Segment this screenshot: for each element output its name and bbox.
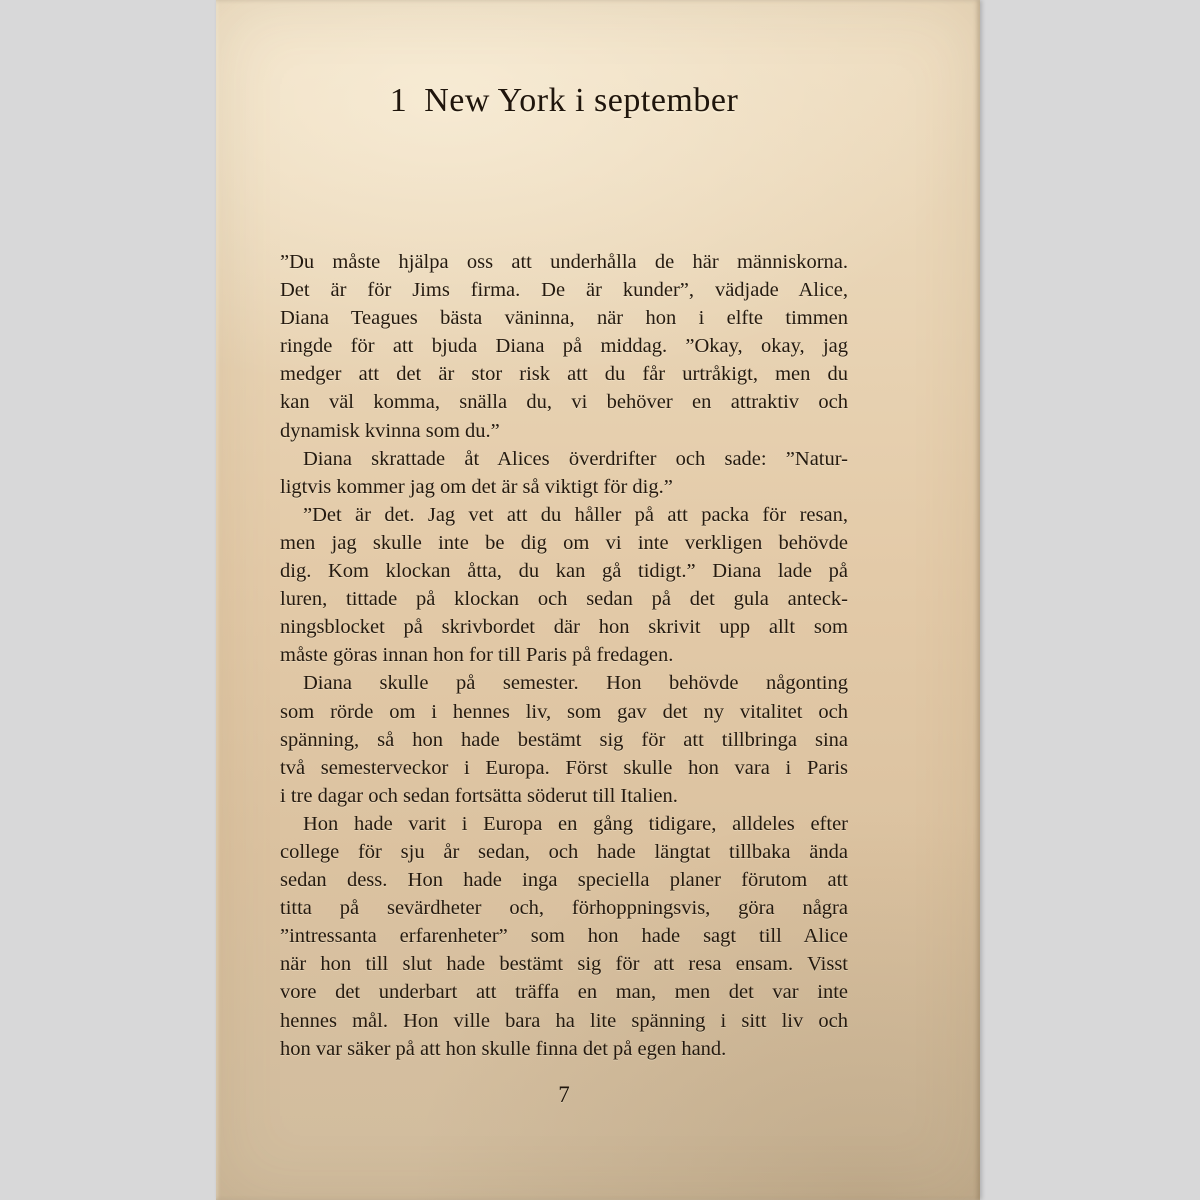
paragraph (280, 810, 848, 1063)
text-line: dig. Kom klockan åtta, du kan gå tidigt.” Diana lade på (280, 560, 848, 583)
page-body (280, 248, 848, 1063)
text-line: Diana Teagues bästa väninna, när hon i elfte timmen (280, 307, 848, 330)
text-line: luren, tittade på klockan och sedan på det gula anteck- (280, 588, 848, 611)
text-line: ningsblocket på skrivbordet där hon skrivit upp allt som (280, 616, 848, 639)
paragraph (280, 248, 848, 445)
text-line: sedan dess. Hon hade inga speciella planer förutom att (280, 869, 848, 892)
text-line: ligtvis kommer jag om det är så viktigt för dig.” (280, 475, 673, 498)
text-column (280, 0, 848, 1200)
text-line: spänning, så hon hade bestämt sig för att tillbringa sina (280, 728, 848, 751)
text-line: måste göras innan hon for till Paris på fredagen. (280, 644, 674, 667)
text-line: när hon till slut hade bestämt sig för att resa ensam. Visst (280, 953, 848, 976)
text-line: ”Du måste hjälpa oss att underhålla de här människorna. (280, 251, 848, 273)
text-line: ”Det är det. Jag vet att du håller på att packa för resan, (303, 503, 848, 526)
text-line: titta på sevärdheter och, förhoppningsvis, göra några (280, 897, 848, 920)
text-line: kan väl komma, snälla du, vi behöver en attraktiv och (280, 391, 848, 414)
text-line: vore det underbart att träffa en man, men det var inte (280, 981, 848, 1004)
paragraph (280, 669, 848, 809)
text-line: hennes mål. Hon ville bara ha lite spänning i sitt liv och (280, 1009, 848, 1032)
chapter-name: New York i september (424, 82, 739, 119)
text-line: ”intressanta erfarenheter” som hon hade sagt till Alice (280, 925, 848, 948)
text-line: som rörde om i hennes liv, som gav det ny vitalitet och (280, 700, 848, 723)
chapter-number: 1 (389, 82, 408, 119)
text-line: dynamisk kvinna som du.” (280, 419, 500, 442)
text-line: hon var säker på att hon skulle finna det på egen hand. (280, 1037, 727, 1060)
text-line: men jag skulle inte be dig om vi inte verkligen behövde (280, 531, 848, 554)
text-line: Det är för Jims firma. De är kunder”, vädjade Alice, (280, 279, 848, 302)
paragraph (280, 445, 848, 501)
text-line: medger att det är stor risk att du får urtråkigt, men du (280, 363, 848, 386)
paragraph (280, 501, 848, 670)
text-line: i tre dagar och sedan fortsätta söderut till Italien. (280, 784, 678, 807)
text-line: Hon hade varit i Europa en gång tidigare, alldeles efter (303, 812, 848, 835)
text-line: Diana skulle på semester. Hon behövde någonting (303, 672, 848, 695)
page-number: 7 (558, 1082, 570, 1107)
book-page (216, 0, 980, 1200)
text-line: college för sju år sedan, och hade längtat tillbaka ända (280, 840, 848, 863)
text-line: ringde för att bjuda Diana på middag. ”Okay, okay, jag (280, 335, 848, 358)
text-line: två semesterveckor i Europa. Först skulle hon vara i Paris (280, 756, 848, 779)
chapter-title (280, 80, 848, 122)
text-line: Diana skrattade åt Alices överdrifter och sade: ”Natur- (303, 447, 848, 470)
